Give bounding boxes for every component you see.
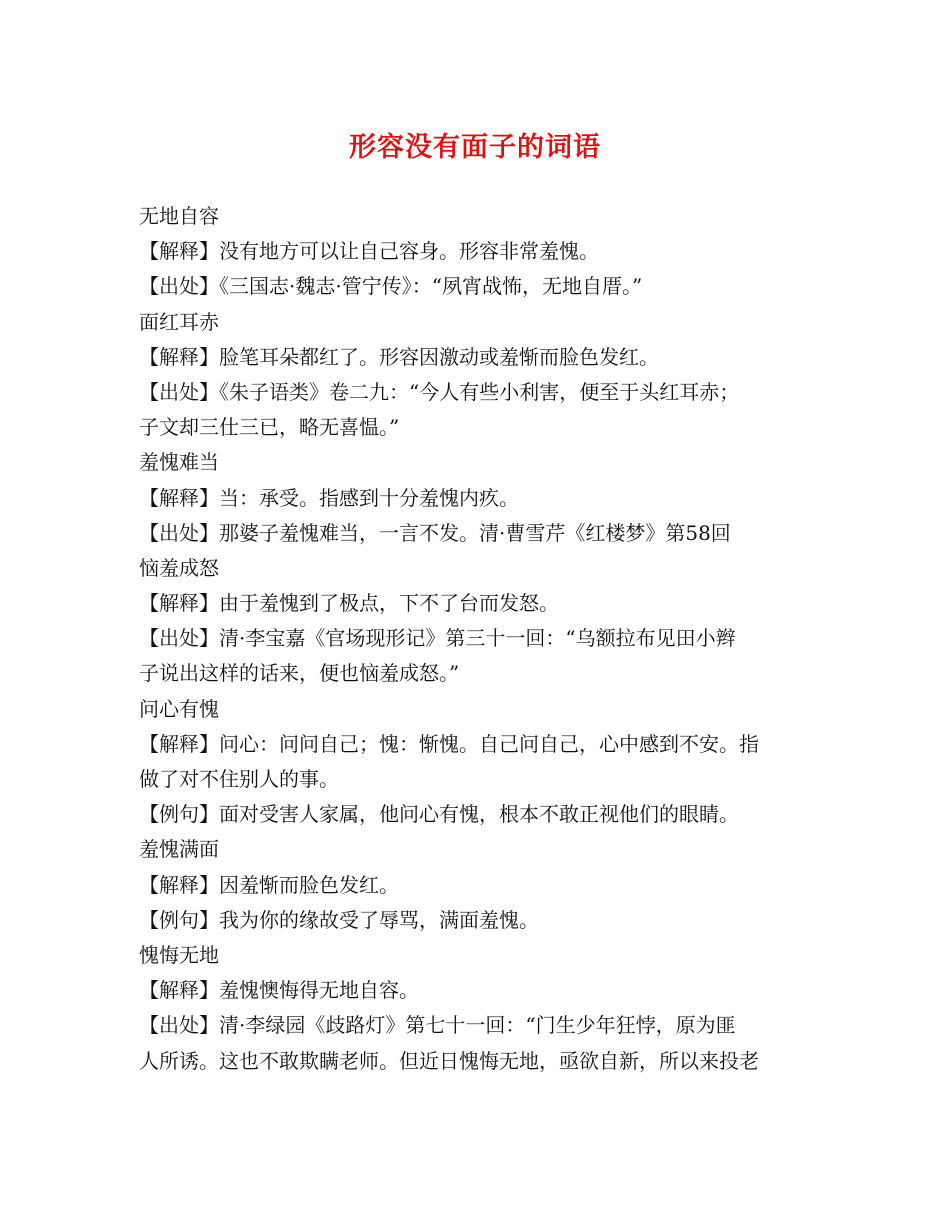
idiom-heading: 无地自容 (139, 204, 219, 228)
definition-line: 【解释】由于羞愧到了极点，下不了台而发怒。 (139, 591, 559, 616)
source-line-continued: 人所诱。这也不敢欺瞒老师。但近日愧悔无地，亟欲自新，所以来投老 (139, 1048, 759, 1073)
idiom-heading: 恼羞成怒 (139, 555, 219, 580)
source-line-continued: 子说出这样的话来，便也恼羞成怒。” (139, 661, 460, 686)
example-line: 【例句】面对受害人家属，他问心有愧，根本不敢正视他们的眼睛。 (139, 802, 739, 827)
document-body (139, 199, 819, 1079)
source-line: 【出处】清·李绿园《歧路灯》第七十一回：“门生少年狂悖，原为匪 (139, 1013, 736, 1038)
source-line: 【出处】那婆子羞愧难当，一言不发。清·曹雪芹《红楼梦》第58回 (139, 520, 731, 545)
source-line: 【出处】《三国志·魏志·管宁传》：“夙宵战怖，无地自厝。” (139, 274, 643, 299)
source-line: 【出处】《朱子语类》卷二九：“今人有些小利害，便至于头红耳赤； (139, 379, 740, 404)
example-line: 【例句】我为你的缘故受了辱骂，满面羞愧。 (139, 907, 539, 932)
idiom-heading: 愧悔无地 (139, 942, 219, 967)
definition-line: 【解释】当：承受。指感到十分羞愧内疚。 (139, 485, 519, 510)
idiom-heading: 羞愧难当 (139, 450, 219, 475)
source-line: 【出处】清·李宝嘉《官场现形记》第三十一回：“乌额拉布见田小辫 (139, 626, 736, 651)
idiom-heading: 羞愧满面 (139, 837, 219, 862)
idiom-heading: 问心有愧 (139, 696, 219, 721)
source-line-continued: 子文却三仕三已，略无喜愠。” (139, 415, 400, 440)
idiom-heading: 面红耳赤 (139, 309, 219, 334)
definition-line: 【解释】问心：问问自己；愧：惭愧。自己问自己，心中感到不安。指 (139, 731, 759, 756)
document-title: 形容没有面子的词语 (349, 132, 601, 163)
definition-line: 【解释】羞愧懊悔得无地自容。 (139, 978, 419, 1003)
definition-line: 【解释】因羞惭而脸色发红。 (139, 872, 399, 897)
definition-line: 【解释】没有地方可以让自己容身。形容非常羞愧。 (139, 239, 599, 264)
definition-line: 【解释】脸笔耳朵都红了。形容因激动或羞惭而脸色发红。 (139, 344, 659, 369)
definition-line-continued: 做了对不住别人的事。 (139, 767, 339, 791)
